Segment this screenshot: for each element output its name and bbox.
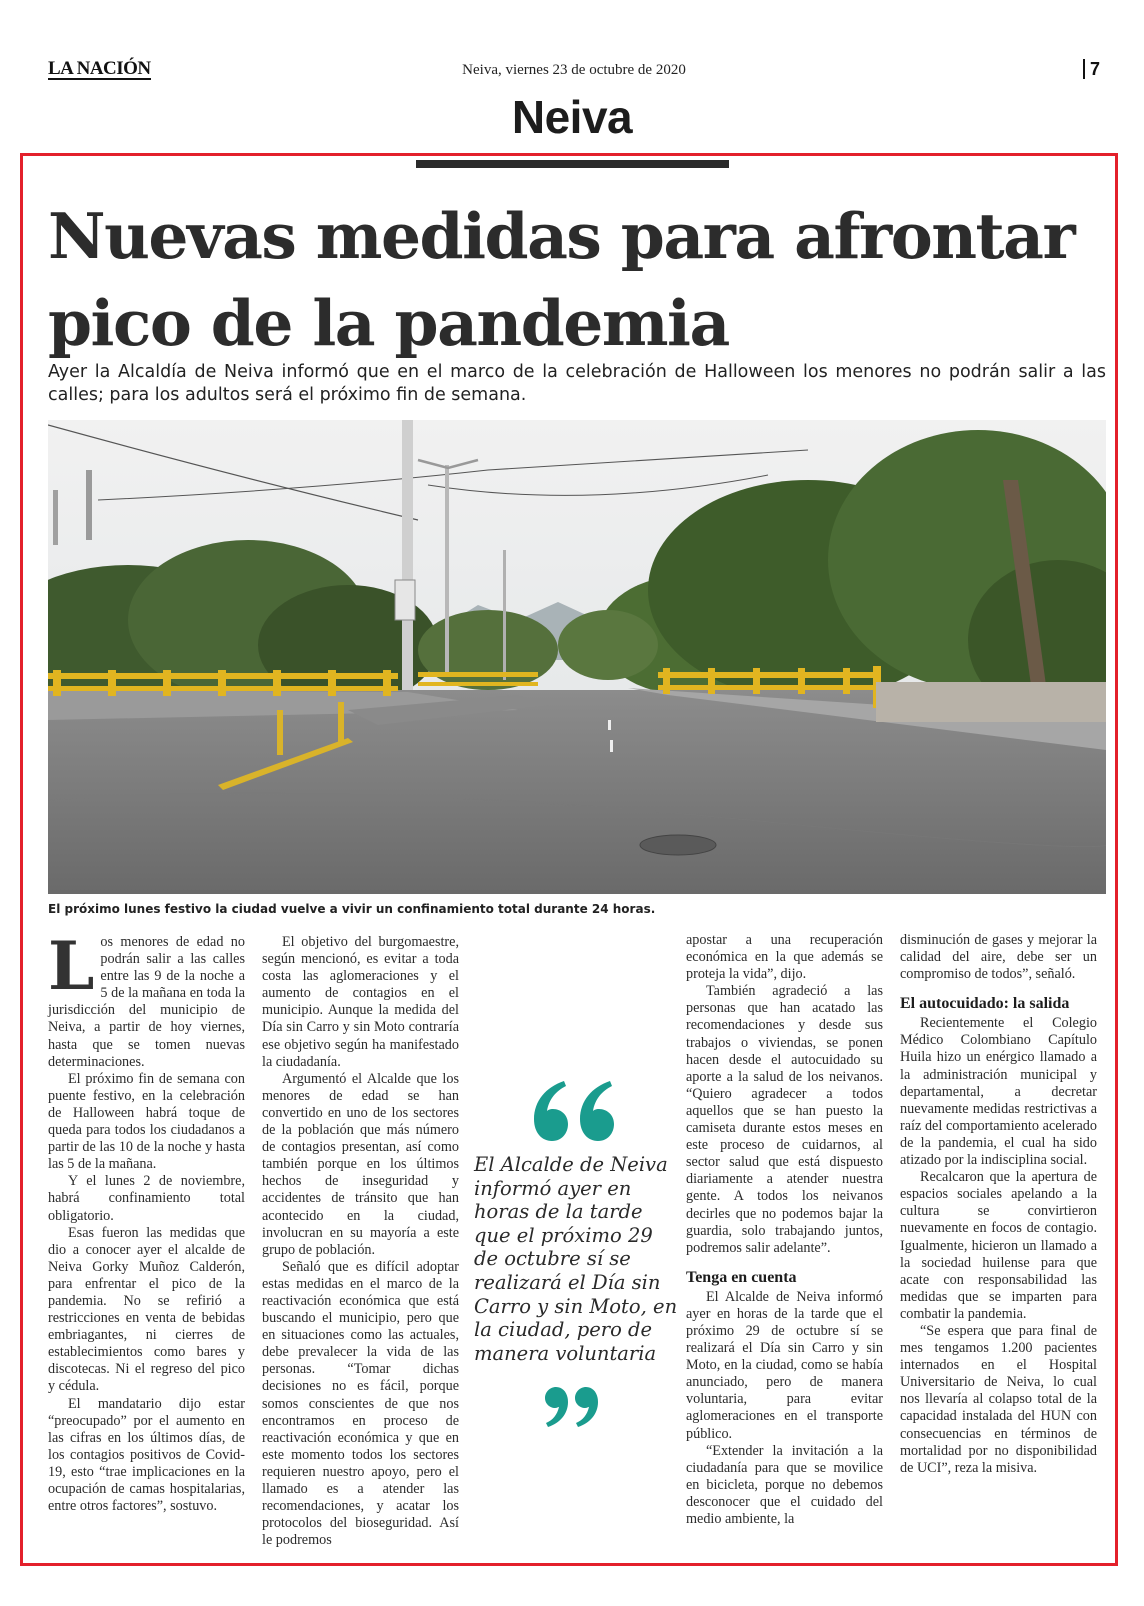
paragraph: Señaló que es difícil adoptar estas medidas en el marco de la reactivación económica que está buscando el municipio, pero que en situaciones como las actuales, debe prevalecer la vida de las personas. “Tomar dichas decisiones no es fácil, porque somos conscientes de que nos encontramos en proceso de reactivación económica y que en este momento todos los sectores requieren nuestro apoyo, pero el llamado es a atender las recomendaciones, y acatar los protocolos del bioseguridad. Así le podremos: [262, 1258, 459, 1549]
open-quote-icon: [530, 1075, 614, 1145]
article-photo: [48, 420, 1106, 894]
section-title: Neiva: [511, 91, 633, 143]
paragraph-text: os menores de edad no podrán salir a las calles entre las 9 de la noche a 5 de la mañana en toda la jurisdicción del municipio de Neiva, a partir de hoy viernes, hasta que se tomen nuevas determinaciones.: [48, 934, 245, 1070]
paragraph: Esas fueron las medidas que dio a conocer ayer el alcalde de Neiva Gorky Muñoz Calderón, para enfrentar el pico de la pandemia. No se refirió a restricciones en venta de bebidas embriagantes, ni cierres de establecimientos como bares y discotecas. Ni el regreso del pico y cédula.: [48, 1224, 245, 1395]
article-column-3: [686, 932, 883, 1542]
photo-caption: El próximo lunes festivo la ciudad vuelve a vivir un confinamiento total durante 24 horas.: [48, 902, 656, 916]
paragraph: También agradeció a las personas que han acatado las recomendaciones y desde sus trabajos o viviendas, se ponen hacen desde el autocuidado su aporte a la salud de los neivanos. “Quiero agradecer a todos aquellos que se han puesto la camiseta durante estos meses en este proceso de cuidarnos, al sector salud que está dispuesto diariamente a atender nuestra gente. A todos los neivanos decirles que no podemos bajar la guardia, solo trabajando juntos, podremos salir adelante”.: [686, 983, 883, 1256]
paragraph: disminución de gases y mejorar la calidad del aire, debe ser un compromiso de todos”, señaló.: [900, 932, 1097, 983]
section-divider-bar: [416, 160, 729, 168]
article-column-2: [262, 934, 459, 1549]
subheading: Tenga en cuenta: [686, 1268, 797, 1286]
article-column-1: [48, 927, 245, 1542]
page-number: 7: [1083, 59, 1100, 79]
paragraph: Recientemente el Colegio Médico Colombiano Capítulo Huila hizo un enérgico llamado a la administración municipal y departamental, a decretar nuevamente medidas restrictivas a raíz del comportamiento acelerado de la pandemia, el cual ha sido atizado por la indisciplina social.: [900, 1015, 1097, 1169]
masthead: [48, 58, 1100, 84]
drop-cap: L: [48, 927, 95, 1005]
paragraph: Recalcaron que la apertura de espacios sociales apelando a la cultura se convirtieron nuevamente en focos de contagio. Igualmente, hicieron un llamado a la sociedad huilense para que acate con responsabilidad las medidas que se imparten para combatir la pandemia.: [900, 1169, 1097, 1322]
paragraph: [48, 927, 245, 1071]
newspaper-logo: LA NACIÓN: [48, 58, 151, 79]
paragraph: El próximo fin de semana con puente festivo, en la celebración de Halloween habrá toque de queda para todos los ciudadanos a partir de las 10 de la noche y hasta las 5 de la mañana.: [48, 1070, 245, 1173]
pull-quote: [474, 1075, 680, 1455]
article-column-4: [900, 932, 1097, 1542]
paragraph: El mandatario dijo estar “preocupado” por el aumento en las cifras en los últimos días, de los contagios positivos de Covid-19, esto “trae implicaciones en la ocupación de camas hospitalarias, entre otros factores”, sostuvo.: [48, 1395, 245, 1515]
paragraph: El Alcalde de Neiva informó ayer en horas de la tarde que el próximo 29 de octubre sí se realizará el Día sin Carro y sin Moto, en la ciudad, como se había anunciado, pero de manera voluntaria, para evitar aglomeraciones en el transporte público.: [686, 1288, 883, 1442]
close-quote-icon: [544, 1385, 600, 1431]
paragraph: Argumentó el Alcalde que los menores de edad se han convertido en uno de los sectores de la población que más número de contagios presentan, así como también porque en los últimos hechos de inseguridad y accidentes de tránsito que han acontecido en la ciudad, involucran en su mayoría a este grupo de población.: [262, 1070, 459, 1258]
article-headline: Nuevas medidas para afrontar pico de la pandemia: [48, 199, 1075, 360]
paragraph: “Se espera que para final de mes tengamos 1.200 pacientes internados en el Hospital Universitario de Neiva, lo cual nos llevaría al colapso total de la capacidad instalada del HUN con consecuencias en términos de mortalidad por no disponibilidad de UCI”, reza la misiva.: [900, 1322, 1097, 1476]
paragraph: El objetivo del burgomaestre, según mencionó, es evitar a toda costa las aglomeraciones y el aumento de contagios en el municipio. Aunque la medida del Día sin Carro y sin Moto contraría ese objetivo según ha manifestado la ciudadanía.: [262, 934, 459, 1070]
paragraph: apostar a una recuperación económica en la que además se proteja la vida”, dijo.: [686, 932, 883, 983]
pull-quote-text: El Alcalde de Neiva informó ayer en horas de la tarde que el próximo 29 de octubre sí se realizará el Día sin Carro y sin Moto, en la ciudad, pero de manera voluntaria: [474, 1153, 678, 1365]
subheading: El autocuidado: la salida: [900, 995, 1070, 1013]
dateline: Neiva, viernes 23 de octubre de 2020: [462, 62, 686, 78]
paragraph: Y el lunes 2 de noviembre, habrá confinamiento total obligatorio.: [48, 1173, 245, 1224]
paragraph: “Extender la invitación a la ciudadanía para que se movilice en bicicleta, porque no debemos desconocer que el cuidado del medio ambiente, la: [686, 1442, 883, 1527]
street-scene-image: [48, 420, 1106, 894]
article-lead: Ayer la Alcaldía de Neiva informó que en el marco de la celebración de Halloween los menores no podrán salir a las calles; para los adultos será el próximo fin de semana.: [48, 362, 1106, 405]
